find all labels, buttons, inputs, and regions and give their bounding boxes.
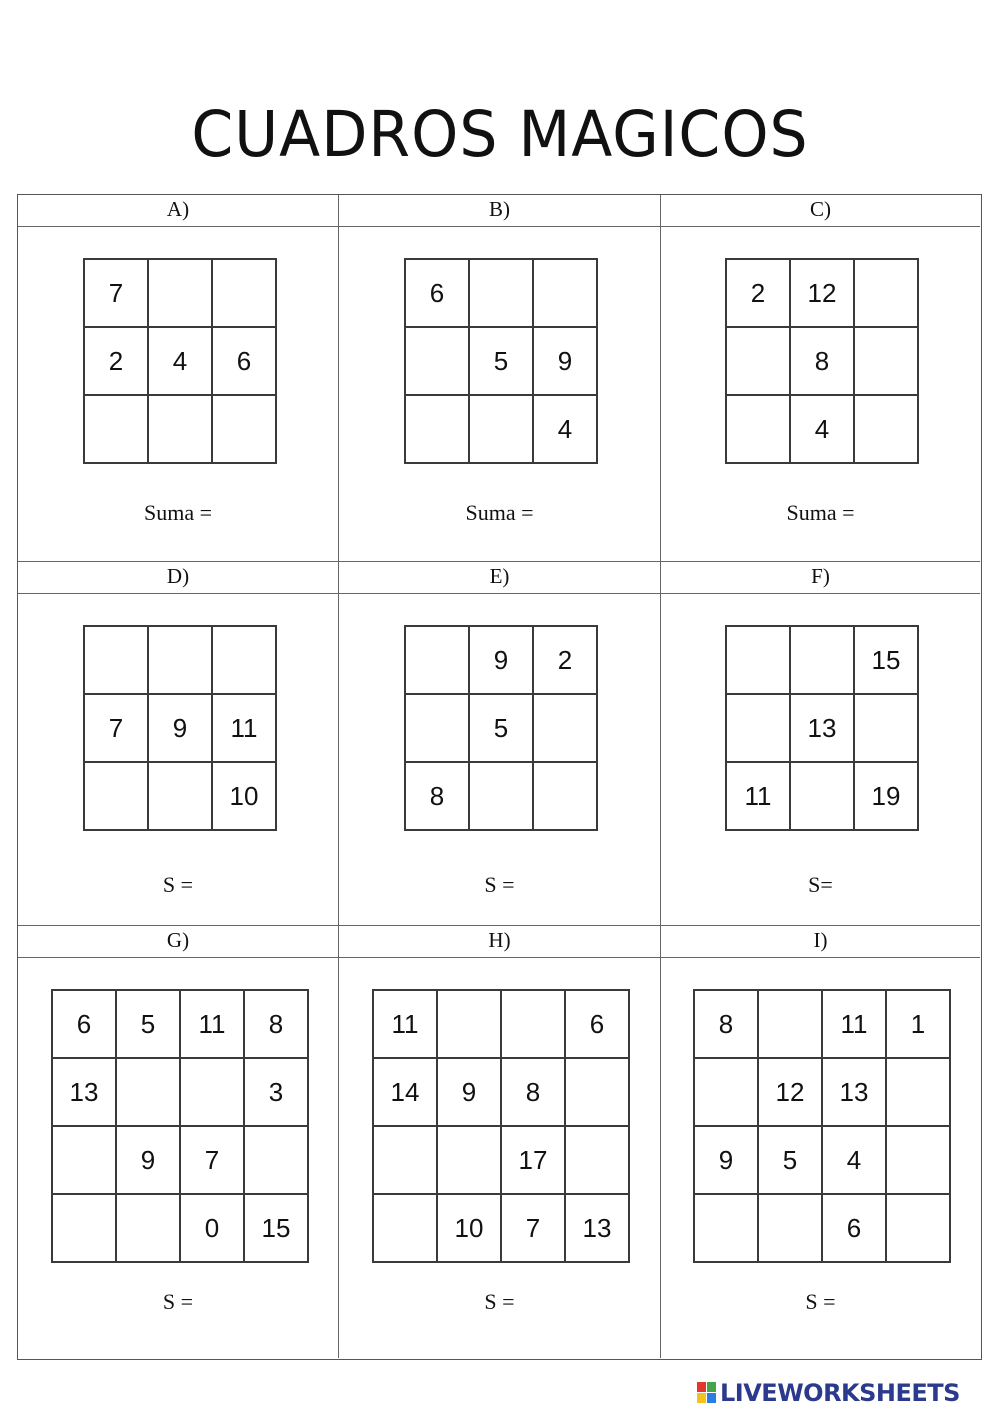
logo-icon	[697, 1382, 717, 1404]
grid-cell: 13	[790, 694, 854, 762]
grid-cell: 6	[405, 259, 469, 327]
grid-cell[interactable]	[758, 990, 822, 1058]
grid-cell: 5	[469, 327, 533, 395]
grid-cell: 6	[212, 327, 276, 395]
grid-cell[interactable]	[148, 395, 212, 463]
grid-cell[interactable]	[116, 1058, 180, 1126]
grid-cell: 3	[244, 1058, 308, 1126]
grid-cell[interactable]	[533, 762, 597, 830]
sum-label: S =	[162, 1289, 194, 1314]
grid-cell: 7	[84, 694, 148, 762]
grid-cell[interactable]	[533, 259, 597, 327]
grid-cell: 9	[469, 626, 533, 694]
grid-cell: 9	[437, 1058, 501, 1126]
grid-cell[interactable]	[244, 1126, 308, 1194]
sum-label: Suma =	[465, 500, 534, 525]
grid-cell[interactable]	[854, 694, 918, 762]
puzzle-label: B)	[339, 195, 660, 227]
sum-label: S =	[484, 1289, 515, 1314]
grid-cell: 2	[84, 327, 148, 395]
grid-cell[interactable]	[84, 626, 148, 694]
grid-cell: 11	[180, 990, 244, 1058]
grid-cell: 5	[758, 1126, 822, 1194]
grid-cell: 5	[116, 990, 180, 1058]
grid-cell: 9	[533, 327, 597, 395]
puzzle-label: I)	[661, 926, 980, 958]
magic-square-grid	[404, 625, 598, 831]
puzzle-panel-i	[661, 926, 980, 1358]
grid-cell: 12	[790, 259, 854, 327]
magic-square-grid	[725, 625, 919, 831]
grid-cell[interactable]	[405, 626, 469, 694]
grid-cell: 2	[726, 259, 790, 327]
magic-square-grid	[83, 625, 277, 831]
grid-cell[interactable]	[469, 259, 533, 327]
grid-cell[interactable]	[886, 1126, 950, 1194]
puzzle-panel-e	[339, 562, 661, 926]
magic-square-grid	[51, 989, 309, 1263]
grid-cell: 12	[758, 1058, 822, 1126]
grid-cell[interactable]	[726, 395, 790, 463]
puzzle-label: C)	[661, 195, 980, 227]
grid-cell: 11	[212, 694, 276, 762]
grid-cell: 9	[148, 694, 212, 762]
grid-cell[interactable]	[405, 694, 469, 762]
grid-cell[interactable]	[854, 259, 918, 327]
grid-cell[interactable]	[854, 327, 918, 395]
grid-cell: 8	[501, 1058, 565, 1126]
grid-cell: 8	[790, 327, 854, 395]
grid-cell[interactable]	[373, 1194, 437, 1262]
grid-cell: 8	[244, 990, 308, 1058]
puzzle-panel-c	[661, 195, 980, 562]
grid-cell[interactable]	[694, 1058, 758, 1126]
grid-cell[interactable]	[886, 1058, 950, 1126]
magic-square-grid	[372, 989, 630, 1263]
grid-cell: 8	[694, 990, 758, 1058]
grid-cell: 6	[565, 990, 629, 1058]
sum-label: Suma =	[143, 500, 213, 525]
puzzle-panel-a	[18, 195, 339, 562]
grid-cell: 4	[790, 395, 854, 463]
grid-cell: 19	[854, 762, 918, 830]
liveworksheets-logo	[697, 1378, 960, 1408]
grid-cell: 11	[373, 990, 437, 1058]
worksheet-table	[17, 194, 982, 1360]
grid-cell[interactable]	[758, 1194, 822, 1262]
grid-cell: 11	[822, 990, 886, 1058]
sum-label: S =	[162, 872, 194, 897]
grid-cell: 5	[469, 694, 533, 762]
puzzle-label: D)	[18, 562, 338, 594]
grid-cell[interactable]	[886, 1194, 950, 1262]
grid-cell[interactable]	[854, 395, 918, 463]
puzzle-panel-b	[339, 195, 661, 562]
grid-cell[interactable]	[52, 1126, 116, 1194]
grid-cell: 4	[533, 395, 597, 463]
puzzle-panel-d	[18, 562, 339, 926]
grid-cell[interactable]	[212, 626, 276, 694]
grid-cell[interactable]	[212, 259, 276, 327]
grid-cell[interactable]	[726, 626, 790, 694]
grid-cell: 1	[886, 990, 950, 1058]
page-title: CUADROS MAGICOS	[191, 98, 809, 172]
puzzle-panel-g	[18, 926, 339, 1358]
grid-cell[interactable]	[437, 1126, 501, 1194]
grid-cell[interactable]	[212, 395, 276, 463]
grid-cell: 17	[501, 1126, 565, 1194]
grid-cell: 6	[822, 1194, 886, 1262]
magic-square-grid	[725, 258, 919, 464]
magic-square-grid	[83, 258, 277, 464]
grid-cell[interactable]	[373, 1126, 437, 1194]
grid-cell[interactable]	[501, 990, 565, 1058]
grid-cell: 11	[726, 762, 790, 830]
grid-cell[interactable]	[694, 1194, 758, 1262]
grid-cell[interactable]	[84, 762, 148, 830]
grid-cell: 7	[180, 1126, 244, 1194]
brand-name: LIVEWORKSHEETS	[720, 1379, 960, 1407]
grid-cell[interactable]	[565, 1058, 629, 1126]
puzzle-label: F)	[661, 562, 980, 594]
grid-cell: 13	[52, 1058, 116, 1126]
grid-cell: 13	[565, 1194, 629, 1262]
grid-cell[interactable]	[405, 395, 469, 463]
grid-cell: 4	[148, 327, 212, 395]
grid-cell[interactable]	[469, 395, 533, 463]
grid-cell: 9	[694, 1126, 758, 1194]
grid-cell[interactable]	[180, 1058, 244, 1126]
grid-cell: 7	[501, 1194, 565, 1262]
puzzle-panel-h	[339, 926, 661, 1358]
puzzle-panel-f	[661, 562, 980, 926]
sum-label: Suma =	[786, 500, 855, 525]
grid-cell[interactable]	[116, 1194, 180, 1262]
grid-cell[interactable]	[52, 1194, 116, 1262]
grid-cell: 10	[437, 1194, 501, 1262]
grid-cell[interactable]	[84, 395, 148, 463]
grid-cell: 15	[854, 626, 918, 694]
grid-cell[interactable]	[148, 762, 212, 830]
grid-cell: 14	[373, 1058, 437, 1126]
puzzle-label: G)	[18, 926, 338, 958]
magic-square-grid	[404, 258, 598, 464]
grid-cell: 0	[180, 1194, 244, 1262]
grid-cell: 8	[405, 762, 469, 830]
sum-label: S =	[805, 1289, 836, 1314]
grid-cell[interactable]	[437, 990, 501, 1058]
grid-cell[interactable]	[726, 327, 790, 395]
grid-cell[interactable]	[469, 762, 533, 830]
grid-cell: 10	[212, 762, 276, 830]
puzzle-label: H)	[339, 926, 660, 958]
grid-cell[interactable]	[533, 694, 597, 762]
grid-cell[interactable]	[405, 327, 469, 395]
sum-label: S=	[808, 872, 833, 897]
grid-cell[interactable]	[790, 762, 854, 830]
grid-cell[interactable]	[726, 694, 790, 762]
sum-label: S =	[484, 872, 515, 897]
grid-cell: 6	[52, 990, 116, 1058]
grid-cell: 9	[116, 1126, 180, 1194]
grid-cell[interactable]	[148, 259, 212, 327]
grid-cell[interactable]	[565, 1126, 629, 1194]
puzzle-label: A)	[18, 195, 338, 227]
grid-cell: 15	[244, 1194, 308, 1262]
magic-square-grid	[693, 989, 951, 1263]
grid-cell[interactable]	[790, 626, 854, 694]
grid-cell[interactable]	[148, 626, 212, 694]
grid-cell: 13	[822, 1058, 886, 1126]
puzzle-label: E)	[339, 562, 660, 594]
grid-cell: 2	[533, 626, 597, 694]
grid-cell: 7	[84, 259, 148, 327]
grid-cell: 4	[822, 1126, 886, 1194]
